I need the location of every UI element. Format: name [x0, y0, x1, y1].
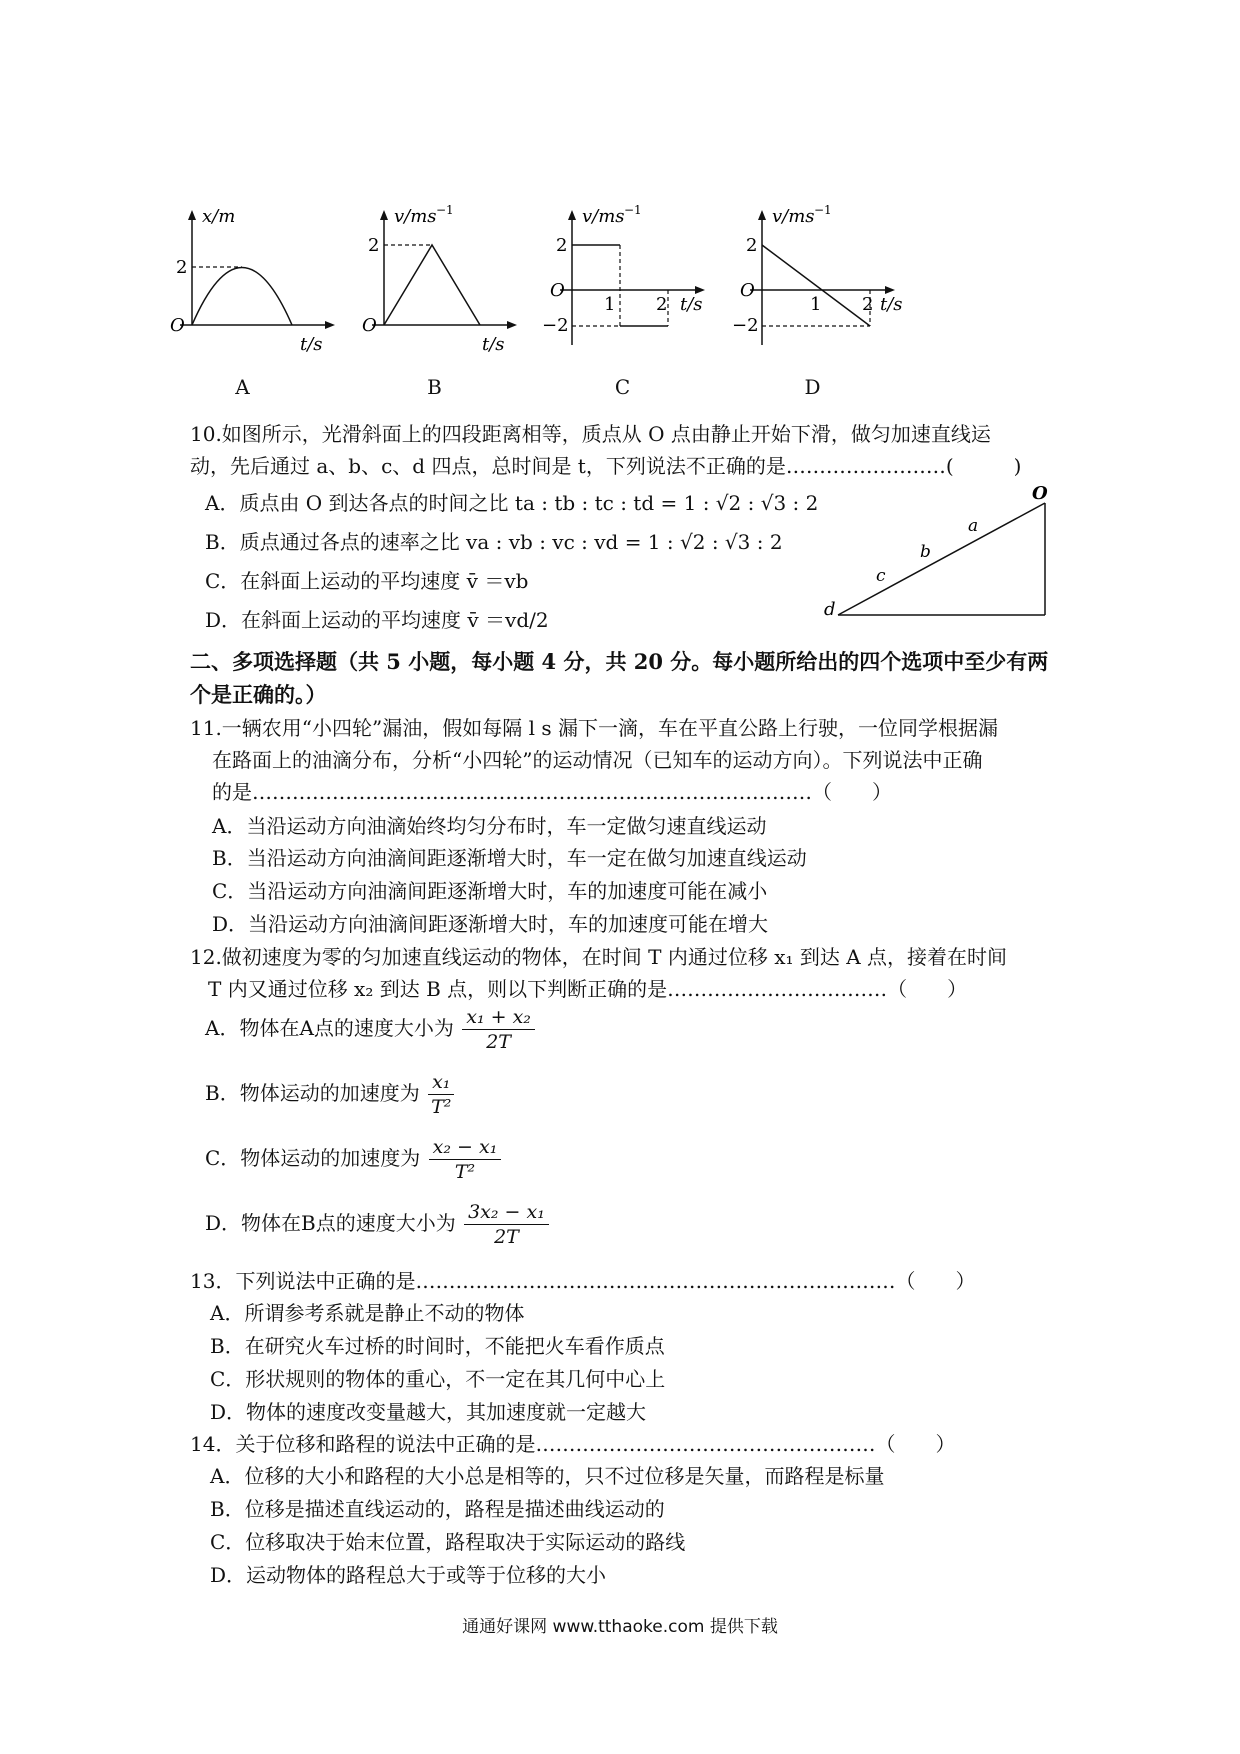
q12-b-fraction [428, 1070, 454, 1119]
graph-c-xlabel: t/s [680, 294, 703, 315]
q12-b-text: B．物体运动的加速度为 [205, 1081, 420, 1105]
q10-option-d: D．在斜面上运动的平均速度 v̄ ＝vd/2 [205, 608, 549, 632]
q12-a-numerator: x₁ + x₂ [462, 1005, 535, 1030]
q13-option-c: C．形状规则的物体的重心，不一定在其几何中心上 [210, 1367, 666, 1391]
graph-b-label: B [427, 375, 442, 399]
graph-d [732, 203, 935, 400]
q12-line2: T 内又通过位移 x₂ 到达 B 点，则以下判断正确的是……………………………（ ） [208, 977, 968, 1001]
graph-c-label: C [614, 375, 631, 399]
q12-line1: 12.做初速度为零的匀加速直线运动的物体，在时间 T 内通过位移 x₁ 到达 A 点，接着在时间 [190, 945, 1008, 969]
graph-b [362, 203, 557, 400]
graph-c-xtick2: 2 [656, 294, 668, 315]
graph-d-xtick1: 1 [810, 294, 822, 315]
graph-b-ylabel: v/ms [394, 206, 437, 227]
graph-a-plot [170, 206, 365, 370]
q10-line1: 10.如图所示，光滑斜面上的四段距离相等，质点从 O 点由静止开始下滑，做匀加速直线运 [190, 422, 991, 446]
q12-c-fraction [429, 1135, 502, 1184]
section-2-heading [190, 645, 1048, 711]
motion-graphs [170, 203, 940, 400]
q14-line1: 14．关于位移和路程的说法中正确的是……………………………………………（ ） [190, 1432, 956, 1456]
q12-a-denominator: 2T [486, 1031, 511, 1053]
question-10 [190, 418, 1021, 482]
q11-option-d: D．当沿运动方向油滴间距逐渐增大时，车的加速度可能在增大 [212, 912, 769, 936]
q14-option-b: B．位移是描述直线运动的，路程是描述曲线运动的 [210, 1497, 665, 1521]
q11-line2: 在路面上的油滴分布，分析“小四轮”的运动情况（已知车的运动方向）。下列说法中正确 [212, 748, 983, 772]
q12-c-text: C．物体运动的加速度为 [205, 1146, 421, 1170]
graph-c-ytick: 2 [556, 235, 568, 256]
question-11 [190, 712, 998, 808]
graph-d-ytick: 2 [746, 235, 758, 256]
q10-line2: 动，先后通过 a、b、c、d 四点，总时间是 t，下列说法不正确的是……………………( ) [190, 454, 1022, 478]
q11-line1: 11.一辆农用“小四轮”漏油，假如每隔 l s 漏下一滴，车在平直公路上行驶，一位同学根据漏 [190, 716, 998, 740]
q10-option-c: C．在斜面上运动的平均速度 v̄ ＝vb [205, 569, 529, 593]
question-14 [190, 1428, 955, 1460]
point-c: c [876, 566, 886, 586]
graph-b-ysup: −1 [436, 203, 454, 217]
section-2-line1: 二、多项选择题（共 5 小题，每小题 4 分，共 20 分。每小题所给出的四个选项中至少有两 [190, 649, 1049, 674]
q12-d-fraction [464, 1200, 549, 1249]
q12-b-denominator: T² [431, 1096, 452, 1118]
q12-d-denominator: 2T [494, 1226, 519, 1248]
q12-d-numerator: 3x₂ − x₁ [464, 1200, 549, 1225]
q12-option-b [205, 1070, 454, 1119]
q13-line1: 13．下列说法中正确的是………………………………………………………………（ ） [190, 1269, 976, 1293]
graph-a-ylabel: x/m [202, 206, 236, 227]
graph-c [542, 203, 745, 400]
graph-b-origin: O [362, 315, 377, 336]
point-b: b [920, 542, 931, 562]
graph-d-origin: O [740, 280, 755, 301]
graph-b-plot [362, 203, 557, 370]
q10-option-a: A．质点由 O 到达各点的时间之比 ta : tb : tc : td = 1 : √2 : √3 : 2 [205, 491, 819, 515]
graph-a [170, 206, 365, 400]
q13-option-b: B．在研究火车过桥的时间时，不能把火车看作质点 [210, 1334, 665, 1358]
section-2-line2: 个是正确的。） [190, 682, 327, 707]
graph-d-plot [732, 203, 935, 370]
q12-c-numerator: x₂ − x₁ [429, 1135, 502, 1160]
question-12 [190, 941, 1007, 1005]
q11-option-a: A．当沿运动方向油滴始终均匀分布时，车一定做匀速直线运动 [212, 814, 767, 838]
graph-a-origin: O [170, 315, 185, 336]
graph-b-line [384, 245, 480, 325]
graph-c-ytick-neg: −2 [542, 315, 569, 336]
q12-option-d [205, 1200, 549, 1249]
page-footer: 通通好课网 www.tthaoke.com 提供下载 [462, 1617, 778, 1637]
graph-d-ylabel: v/ms [772, 206, 815, 227]
q12-b-numerator: x₁ [428, 1070, 454, 1095]
q14-option-d: D．运动物体的路程总大于或等于位移的大小 [210, 1563, 607, 1587]
graph-b-xlabel: t/s [482, 334, 505, 355]
graph-a-curve [192, 268, 292, 326]
graph-a-label: A [235, 375, 250, 399]
graph-d-xlabel: t/s [880, 294, 903, 315]
point-o: O [1032, 485, 1048, 504]
q12-a-text: A．物体在A点的速度大小为 [205, 1016, 454, 1040]
q12-option-c [205, 1135, 501, 1184]
graph-c-xtick1: 1 [604, 294, 616, 315]
question-13 [190, 1265, 975, 1297]
graph-a-xlabel: t/s [300, 334, 323, 355]
q11-option-c: C．当沿运动方向油滴间距逐渐增大时，车的加速度可能在减小 [212, 879, 768, 903]
q14-option-a: A．位移的大小和路程的大小总是相等的，只不过位移是矢量，而路程是标量 [210, 1464, 885, 1488]
graph-c-plot [542, 203, 745, 370]
point-d: d [824, 599, 836, 620]
graph-d-ysup: −1 [814, 203, 832, 217]
q14-option-c: C．位移取决于始末位置，路程取决于实际运动的路线 [210, 1530, 686, 1554]
point-a: a [968, 516, 979, 536]
q12-option-a [205, 1005, 535, 1054]
q11-line3: 的是…………………………………………………………………………（ ） [212, 780, 892, 804]
incline-svg [820, 485, 1060, 630]
q12-c-denominator: T² [454, 1161, 476, 1183]
q13-option-a: A．所谓参考系就是静止不动的物体 [210, 1301, 525, 1325]
q12-d-text: D．物体在B点的速度大小为 [205, 1211, 456, 1235]
graph-c-origin: O [550, 280, 565, 301]
incline-diagram [820, 485, 1060, 630]
graph-d-ytick-neg: −2 [732, 315, 759, 336]
graph-c-ylabel: v/ms [582, 206, 625, 227]
q12-a-fraction [462, 1005, 535, 1054]
graph-d-label: D [804, 375, 821, 399]
graph-b-ytick: 2 [368, 235, 380, 256]
graph-d-xtick2: 2 [862, 294, 874, 315]
incline-slope [838, 503, 1045, 615]
graph-a-ytick: 2 [176, 257, 188, 278]
q11-option-b: B．当沿运动方向油滴间距逐渐增大时，车一定在做匀加速直线运动 [212, 846, 807, 870]
q13-option-d: D．物体的速度改变量越大，其加速度就一定越大 [210, 1400, 647, 1424]
graph-c-ysup: −1 [624, 203, 642, 217]
q10-option-b: B．质点通过各点的速率之比 va : vb : vc : vd = 1 : √2 : √3 : 2 [205, 530, 783, 554]
